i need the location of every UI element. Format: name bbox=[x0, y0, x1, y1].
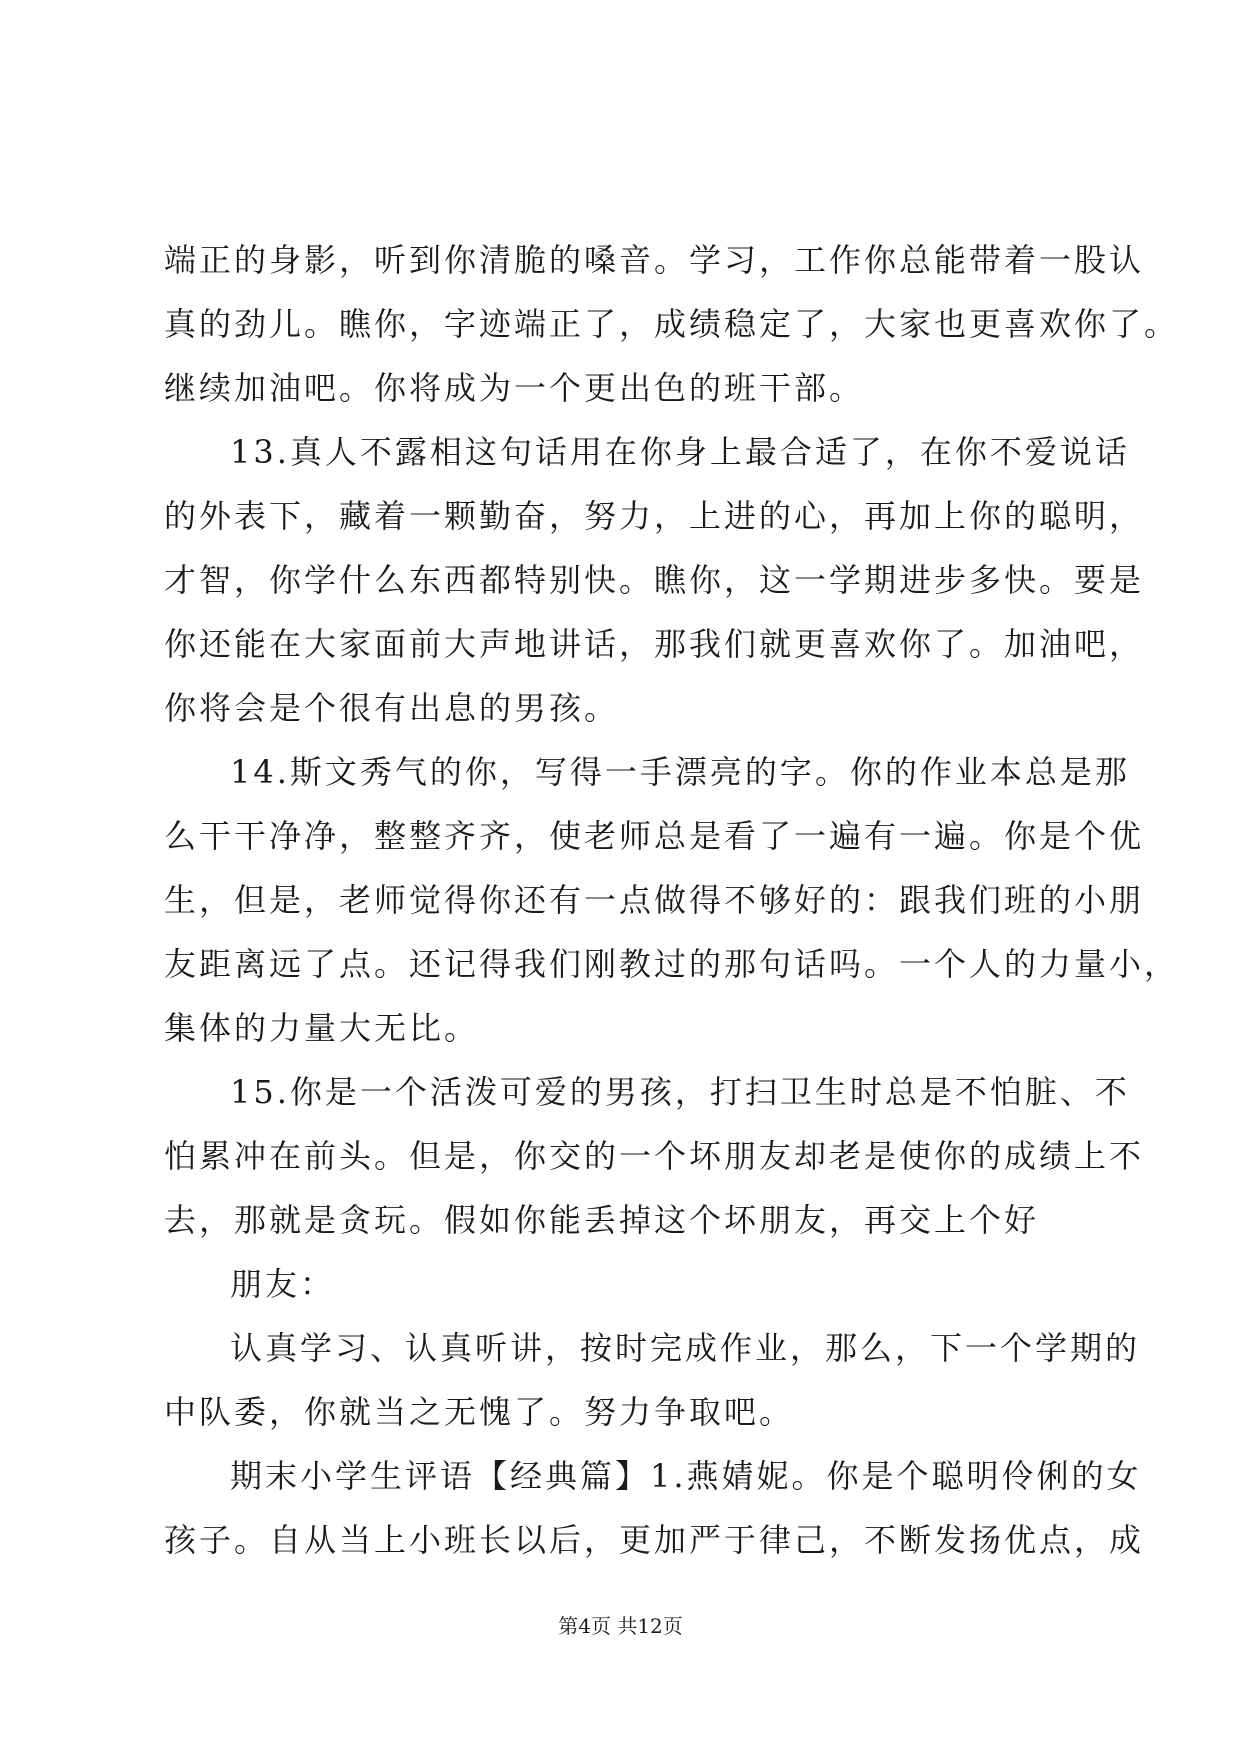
text-line: 生，但是，老师觉得你还有一点做得不够好的：跟我们班的小朋 bbox=[164, 881, 1145, 919]
body-text bbox=[164, 228, 1180, 1572]
text-line: 你还能在大家面前大声地讲话，那我们就更喜欢你了。加油吧， bbox=[164, 625, 1145, 663]
text-line: 你将会是个很有出息的男孩。 bbox=[164, 689, 620, 727]
text-line: 真的劲儿。瞧你，字迹端正了，成绩稳定了，大家也更喜欢你了。 bbox=[164, 305, 1180, 343]
text-line: 认真学习、认真听讲，按时完成作业，那么，下一个学期的 bbox=[230, 1329, 1141, 1367]
text-line: 端正的身影，听到你清脆的嗓音。学习，工作你总能带着一股认 bbox=[164, 241, 1145, 279]
paragraph-15-start: 15.你是一个活泼可爱的男孩，打扫卫生时总是不怕脏、不 bbox=[230, 1073, 1130, 1111]
text-line: 孩子。自从当上小班长以后，更加严于律己，不断发扬优点，成 bbox=[164, 1521, 1145, 1559]
text-line: 友距离远了点。还记得我们刚教过的那句话吗。一个人的力量小， bbox=[164, 945, 1180, 983]
page-number-footer: 第4页 共12页 bbox=[558, 1614, 683, 1638]
text-line: 的外表下，藏着一颗勤奋，努力，上进的心，再加上你的聪明， bbox=[164, 497, 1145, 535]
text-line: 继续加油吧。你将成为一个更出色的班干部。 bbox=[164, 369, 865, 407]
paragraph-13-start: 13.真人不露相这句话用在你身上最合适了，在你不爱说话 bbox=[230, 433, 1130, 471]
text-line: 么干干净净，整整齐齐，使老师总是看了一遍有一遍。你是个优 bbox=[164, 817, 1145, 855]
text-line: 中队委，你就当之无愧了。努力争取吧。 bbox=[164, 1393, 795, 1431]
text-line: 怕累冲在前头。但是，你交的一个坏朋友却老是使你的成绩上不 bbox=[164, 1137, 1145, 1175]
text-line: 朋友： bbox=[230, 1265, 336, 1303]
section-heading-line: 期末小学生评语【经典篇】1.燕婧妮。你是个聪明伶俐的女 bbox=[230, 1457, 1142, 1495]
text-line: 集体的力量大无比。 bbox=[164, 1009, 480, 1047]
text-line: 才智，你学什么东西都特别快。瞧你，这一学期进步多快。要是 bbox=[164, 561, 1145, 599]
text-line: 去，那就是贪玩。假如你能丢掉这个坏朋友，再交上个好 bbox=[164, 1201, 1040, 1239]
paragraph-14-start: 14.斯文秀气的你，写得一手漂亮的字。你的作业本总是那 bbox=[230, 753, 1130, 791]
